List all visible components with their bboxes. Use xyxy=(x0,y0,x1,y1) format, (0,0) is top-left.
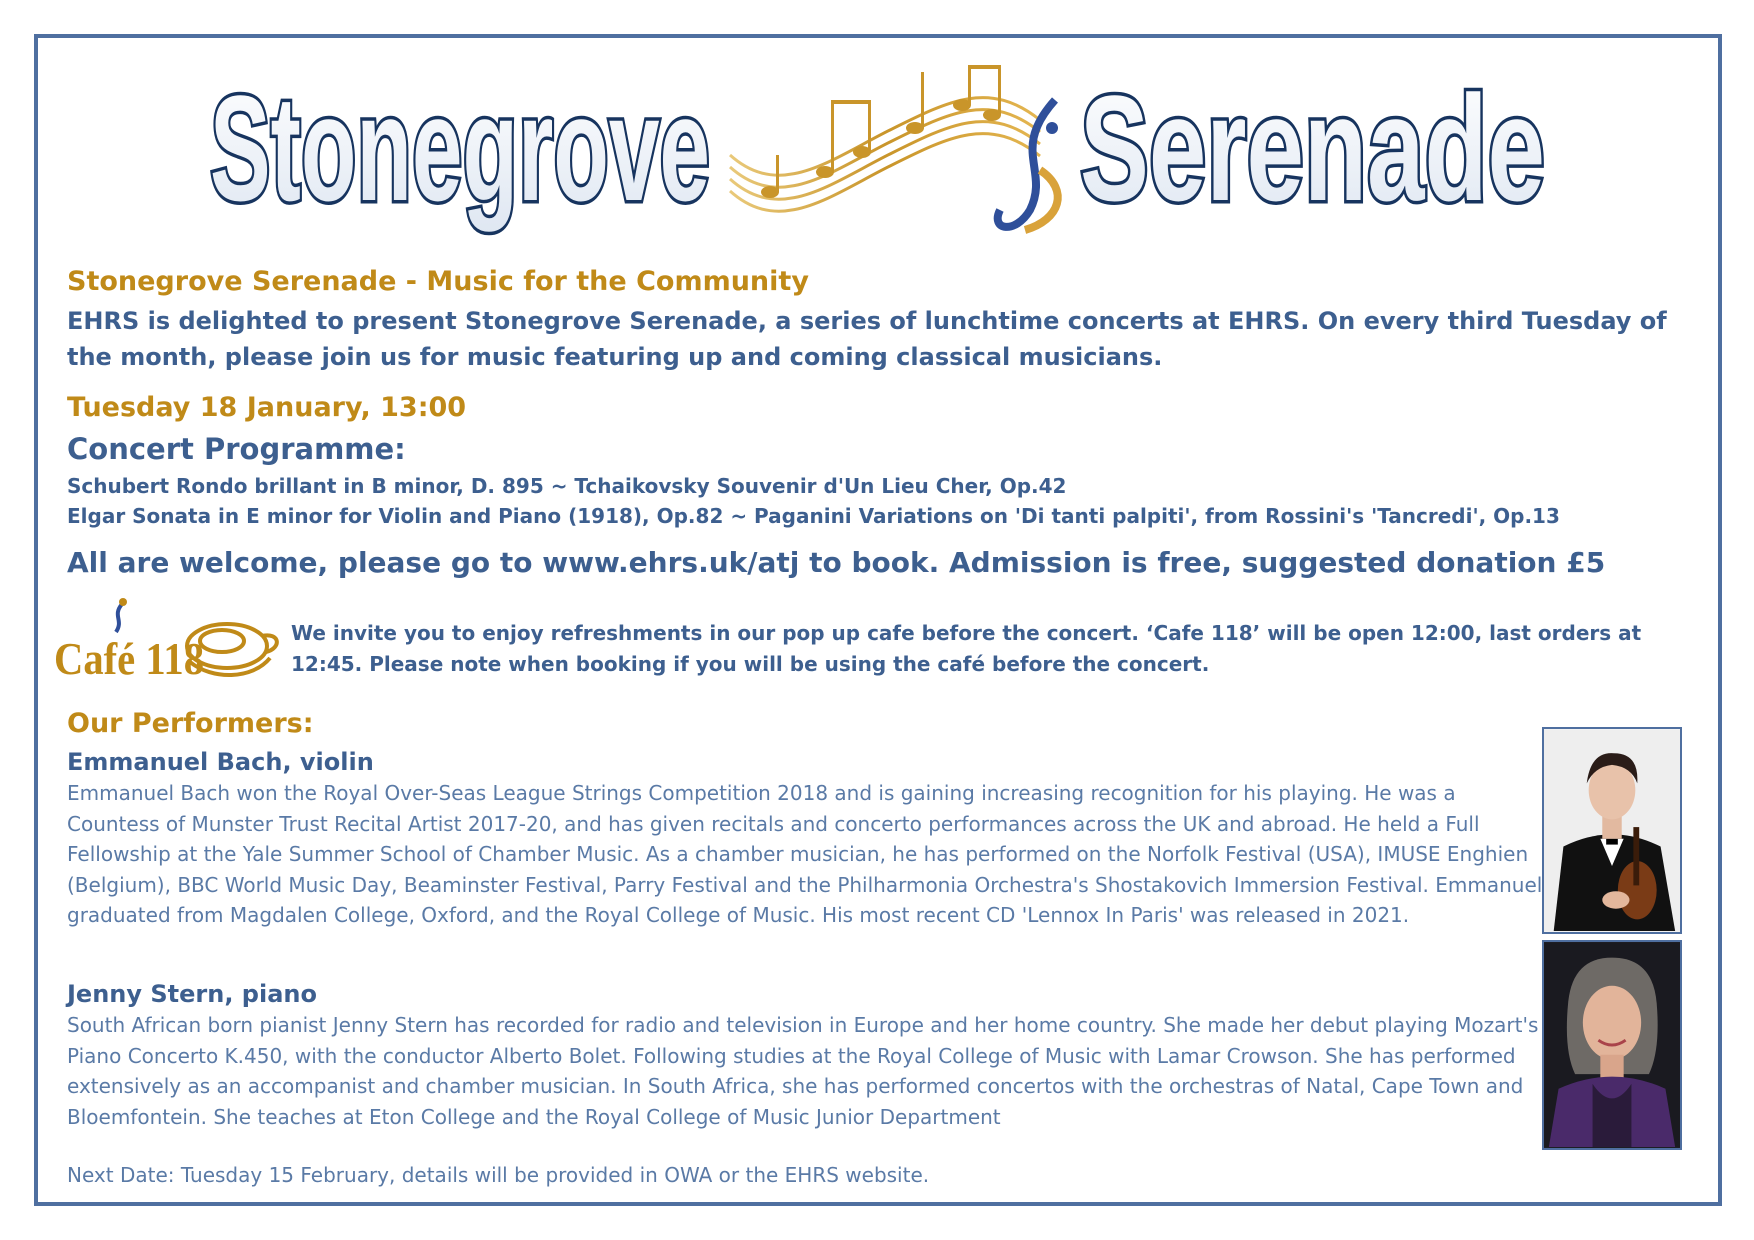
cafe-info-text: We invite you to enjoy refreshments in our pop up cafe before the concert. ‘Cafe 118’ will be open 12:00, last orders at 12:45. Please note when booking if you will be using the café before the concert. xyxy=(291,621,1642,676)
concert-date: Tuesday 18 January, 13:00 xyxy=(67,392,467,423)
emmanuel-bach-photo xyxy=(1542,727,1682,934)
performer-bio: South African born pianist Jenny Stern has recorded for radio and television in Europe and her home country. She made her debut playing Mozart's Piano Concerto K.450, with the conductor Alberto Bolet. Following studies at the Royal College of Music with Lamar Crowson. She has performed extensively as an accompanist and chamber musician. In South Africa, she has performed concertos with the orchestras of Natal, Cape Town and Bloemfontein. She teaches at Eton College and the Royal College of Music Junior Department xyxy=(67,1013,1539,1129)
programme-line: Schubert Rondo brillant in B minor, D. 895 ~ Tchaikovsky Souvenir d'Un Lieu Cher, Op.42 xyxy=(67,474,1067,498)
cafe-logo-text: Café 118 xyxy=(54,633,204,684)
jenny-stern-photo xyxy=(1542,940,1682,1150)
stonegrove-serenade-logo xyxy=(210,60,1550,260)
welcome-text: All are welcome, please go to www.ehrs.uk/atj to book. Admission is free, suggested donation £5 xyxy=(67,546,1606,579)
intro-text: EHRS is delighted to present Stonegrove Serenade, a series of lunchtime concerts at EHRS. On every third Tuesday of the month, please join us for music featuring up and coming classical musicians. xyxy=(67,307,1667,371)
logo-word-right: Serenade xyxy=(1080,64,1545,232)
cafe-figure-icon xyxy=(116,598,127,632)
programme-line: Elgar Sonata in E minor for Violin and Piano (1918), Op.82 ~ Paganini Variations on 'Di tanti palpiti', from Rossini's 'Tancredi', Op.13 xyxy=(67,504,1560,528)
performer-name: Jenny Stern, piano xyxy=(67,980,317,1008)
page-heading: Stonegrove Serenade - Music for the Community xyxy=(67,266,809,297)
music-notes-icon xyxy=(761,65,1001,198)
logo-word-left: Stonegrove xyxy=(210,64,710,232)
programme-title: Concert Programme: xyxy=(67,432,406,466)
performer-bio: Emmanuel Bach won the Royal Over-Seas League Strings Competition 2018 and is gaining increasing recognition for his playing. He was a Countess of Munster Trust Recital Artist 2017-20, and has given recitals and concerto performances across the UK and abroad. He held a Full Fellowship at the Yale Summer School of Chamber Music. As a chamber musician, he has performed on the Norfolk Festival (USA), IMUSE Enghien (Belgium), BBC World Music Day, Beaminster Festival, Parry Festival and the Philharmonia Orchestra's Shostakovich Immersion Festival. Emmanuel graduated from Magdalen College, Oxford, and the Royal College of Music. His most recent CD 'Lennox In Paris' was released in 2021. xyxy=(67,781,1543,927)
performers-heading: Our Performers: xyxy=(67,708,314,739)
next-date-text: Next Date: Tuesday 15 February, details will be provided in OWA or the EHRS website. xyxy=(67,1163,930,1187)
cafe-logo-graphic xyxy=(52,596,282,686)
ampersand-figure-icon xyxy=(998,100,1058,230)
banner-logo-graphic xyxy=(210,60,1550,260)
performer-name: Emmanuel Bach, violin xyxy=(67,748,374,776)
pianist-image xyxy=(1544,942,1680,1148)
cafe-118-logo xyxy=(52,596,282,686)
violinist-image xyxy=(1544,729,1680,932)
